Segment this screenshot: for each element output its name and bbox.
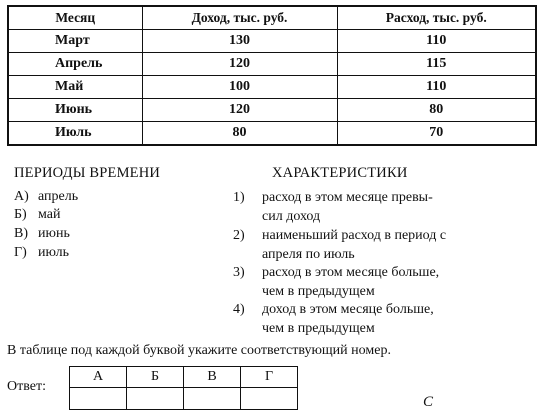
corner-mark: С bbox=[423, 394, 434, 410]
characteristic-line: сил доход bbox=[262, 209, 321, 224]
month-cell: Март bbox=[8, 30, 142, 53]
characteristic-number: 2) bbox=[233, 228, 245, 243]
answer-letter: Г bbox=[241, 367, 298, 388]
characteristic-line: доход в этом месяце больше, bbox=[262, 302, 434, 317]
table-row bbox=[8, 30, 536, 53]
answer-cell[interactable] bbox=[127, 388, 184, 410]
period-letter: А) bbox=[14, 189, 29, 204]
characteristic-number: 4) bbox=[233, 302, 245, 317]
period-text: июнь bbox=[38, 226, 70, 241]
answer-letter: Б bbox=[127, 367, 184, 388]
characteristic-line: наименьший расход в период с bbox=[262, 228, 447, 243]
income-cell: 100 bbox=[142, 76, 337, 99]
answer-letter: В bbox=[184, 367, 241, 388]
characteristics-heading: ХАРАКТЕРИСТИКИ bbox=[272, 165, 408, 181]
period-letter: Г) bbox=[14, 245, 27, 260]
answer-cell[interactable] bbox=[70, 388, 127, 410]
characteristic-text bbox=[262, 188, 502, 226]
period-letter: В) bbox=[14, 226, 28, 241]
income-cell: 130 bbox=[142, 30, 337, 53]
characteristic-line: апреля по июль bbox=[262, 247, 355, 262]
table-header-row bbox=[8, 6, 536, 30]
answer-letters-row bbox=[70, 367, 298, 388]
period-letter: Б) bbox=[14, 207, 27, 222]
expense-cell: 110 bbox=[337, 76, 536, 99]
characteristic-number: 1) bbox=[233, 190, 245, 205]
table-row bbox=[8, 76, 536, 99]
characteristic-number: 3) bbox=[233, 265, 245, 280]
month-cell: Июль bbox=[8, 122, 142, 146]
answer-cell[interactable] bbox=[184, 388, 241, 410]
period-item bbox=[14, 188, 78, 206]
periods-heading: ПЕРИОДЫ ВРЕМЕНИ bbox=[14, 165, 161, 181]
expense-cell: 110 bbox=[337, 30, 536, 53]
answer-values-row bbox=[70, 388, 298, 410]
month-cell: Апрель bbox=[8, 53, 142, 76]
income-cell: 80 bbox=[142, 122, 337, 146]
table-row bbox=[8, 122, 536, 146]
expense-cell: 80 bbox=[337, 99, 536, 122]
period-text: апрель bbox=[38, 189, 79, 204]
table-row bbox=[8, 53, 536, 76]
header-income: Доход, тыс. руб. bbox=[142, 6, 337, 30]
header-month: Месяц bbox=[8, 6, 142, 30]
expense-cell: 115 bbox=[337, 53, 536, 76]
answer-table bbox=[69, 366, 298, 410]
characteristic-line: расход в этом месяце больше, bbox=[262, 265, 440, 280]
characteristic-line: чем в предыдущем bbox=[262, 321, 375, 336]
month-cell: Май bbox=[8, 76, 142, 99]
answer-cell[interactable] bbox=[241, 388, 298, 410]
characteristic-line: расход в этом месяце превы- bbox=[262, 190, 433, 205]
period-item bbox=[14, 206, 60, 224]
characteristic-line: чем в предыдущем bbox=[262, 284, 375, 299]
characteristic-text bbox=[262, 263, 502, 301]
answer-label: Ответ: bbox=[7, 379, 46, 394]
period-text: июль bbox=[38, 245, 69, 260]
characteristic-text bbox=[262, 226, 502, 264]
header-expense: Расход, тыс. руб. bbox=[337, 6, 536, 30]
expense-cell: 70 bbox=[337, 122, 536, 146]
period-item bbox=[14, 244, 69, 262]
period-item bbox=[14, 225, 70, 243]
answer-letter: А bbox=[70, 367, 127, 388]
table-row bbox=[8, 99, 536, 122]
income-cell: 120 bbox=[142, 53, 337, 76]
period-text: май bbox=[38, 207, 61, 222]
month-cell: Июнь bbox=[8, 99, 142, 122]
characteristic-text bbox=[262, 300, 502, 338]
income-expense-table bbox=[7, 5, 537, 146]
income-cell: 120 bbox=[142, 99, 337, 122]
instruction-text: В таблице под каждой буквой укажите соответствующий номер. bbox=[7, 343, 391, 358]
